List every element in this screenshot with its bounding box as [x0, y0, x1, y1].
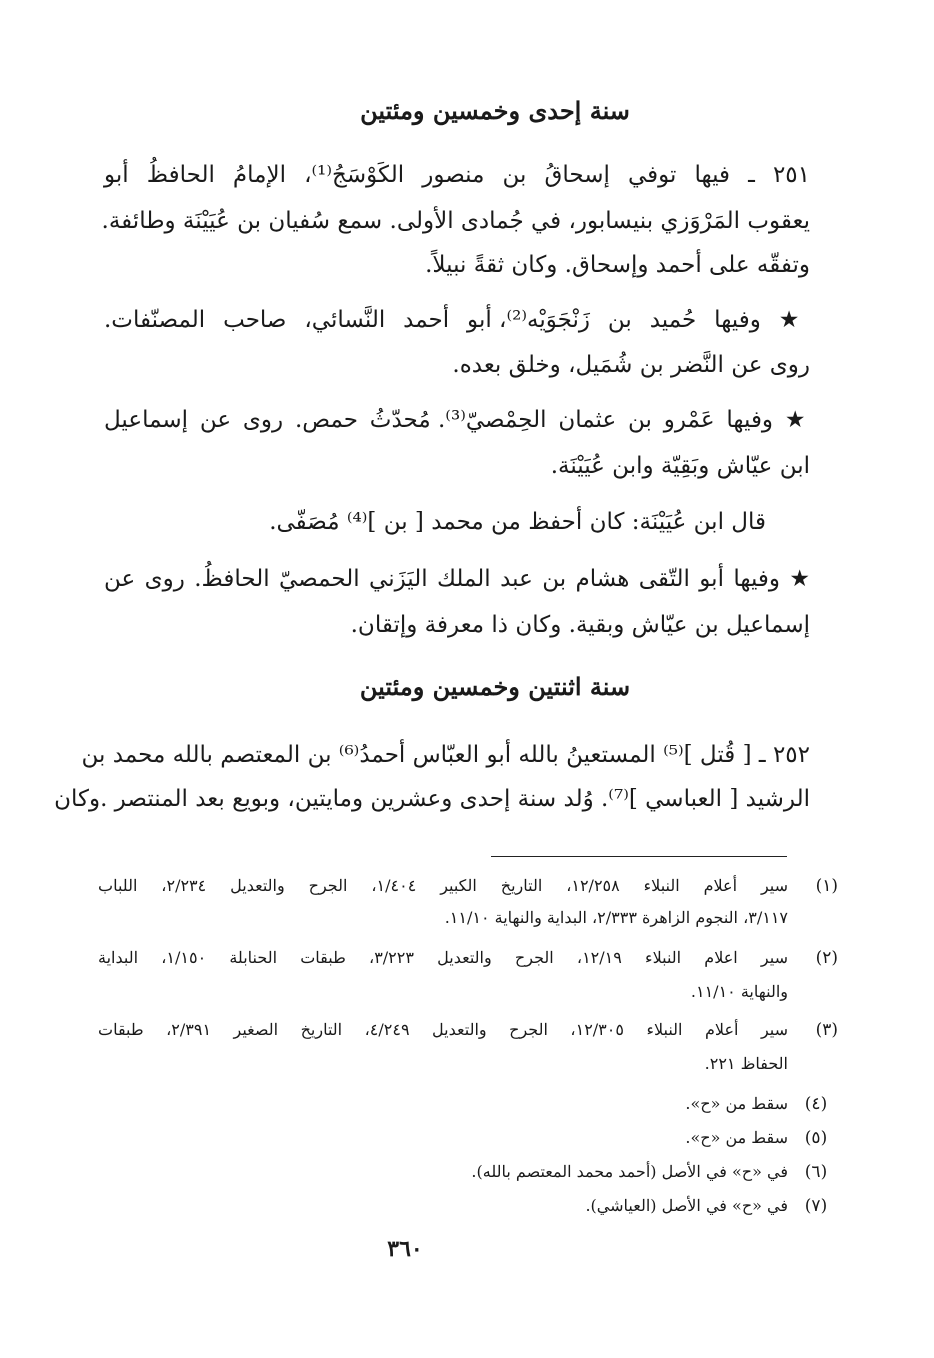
entry-humaid-line-1: ★ وفيها حُميد بن زَنْجَوَيْه⁽²⁾، أبو أحمد النَّسائي، صاحب المصنّفات. [104, 307, 810, 333]
footnote-2-text: سير اعلام النبلاء ١٢/١٩، الجرح والتعديل ٣/٢٢٣، طبقات الحنابلة ١/١٥٠، البداية [98, 948, 788, 967]
footnote-3-line-1 [98, 1018, 838, 1042]
entry-252-line-2: الرشيد [ العباسي ]⁽⁷⁾. وُلد سنة إحدى وعشرين ومايتين، وبويع بعد المنتصر .وكان [54, 786, 810, 812]
footnote-6-text: في «ح» في الأصل (أحمد محمد المعتصم بالله). [471, 1162, 788, 1181]
footnote-5-text: سقط من «ح». [685, 1128, 788, 1147]
footnote-6 [471, 1160, 828, 1184]
footnote-3-number: (٣) [815, 1020, 838, 1040]
footnote-4-number: (٤) [804, 1094, 828, 1114]
page-number: ٣٦٠ [387, 1236, 423, 1262]
footnote-1-number: (١) [815, 876, 838, 896]
footnote-1-line-1 [98, 874, 838, 898]
entry-hisham-line-1: ★ وفيها أبو التّقى هشام بن عبد الملك اليَزَني الحمصيّ الحافظُ. روى عن [104, 566, 810, 592]
footnote-3-text: سير أعلام النبلاء ١٢/٣٠٥، الجرح والتعديل ٤/٢٤٩، التاريخ الصغير ٢/٣٩١، طبقات [98, 1020, 789, 1039]
footnote-2-line-2: والنهاية ١١/١٠. [690, 982, 788, 1001]
entry-251-line-1: ٢٥١ ـ فيها توفي إسحاقُ بن منصور الكَوْسَجُ⁽¹⁾، الإمامُ الحافظُ أبو [104, 162, 810, 188]
entry-amr-line-2: ابن عيّاش وبَقِيّة وابن عُيَيْنَة. [550, 453, 810, 479]
footnote-2-line-1 [98, 946, 838, 970]
entry-hisham-line-2: إسماعيل بن عيّاش وبقية. وكان ذا معرفة وإتقان. [350, 612, 810, 638]
footnote-separator [491, 856, 787, 857]
entry-251-line-2: يعقوب المَرْوَزي بنيسابور، في جُمادى الأولى. سمع سُفيان بن عُيَيْنَة وطائفة. [101, 208, 810, 234]
footnote-5 [685, 1126, 828, 1150]
footnote-1-line-2: ٣/١١٧، النجوم الزاهرة ٢/٣٣٣، البداية والنهاية ١١/١٠. [444, 908, 788, 927]
footnote-2-number: (٢) [815, 948, 838, 968]
footnote-4-text: سقط من «ح». [685, 1094, 788, 1113]
footnote-1-text: سير أعلام النبلاء ١٢/٢٥٨، التاريخ الكبير ١/٤٠٤، الجرح والتعديل ٢/٢٣٤، اللباب [98, 876, 789, 895]
section-heading-year-252: سنة اثنتين وخمسين ومئتين [359, 672, 631, 701]
footnote-3-line-2: الحفاظ ٢٢١. [704, 1054, 788, 1073]
footnote-5-number: (٥) [804, 1128, 828, 1148]
entry-252-line-1: ٢٥٢ ـ [ قُتل ]⁽⁵⁾ المستعينُ بالله أبو العبّاس أحمدُ⁽⁶⁾ بن المعتصم بالله محمد بن [81, 742, 810, 768]
entry-humaid-line-2: روى عن النَّضر بن شُمَيل، وخلق بعده. [452, 352, 810, 378]
section-heading-year-251: سنة إحدى وخمسين ومئتين [360, 96, 630, 125]
entry-amr-line-1: ★ وفيها عَمْرو بن عثمان الحِمْصيّ⁽³⁾. مُحدّثُ حمص. روى عن إسماعيل [104, 407, 810, 433]
footnote-7-text: في «ح» في الأصل (العياشي). [585, 1196, 788, 1215]
footnote-7 [585, 1194, 828, 1218]
footnote-7-number: (٧) [804, 1196, 828, 1216]
quote-ibn-uyayna: قال ابن عُيَيْنَة: كان أحفظ من محمد [ بن ]⁽⁴⁾ مُصَفّى. [269, 509, 766, 535]
footnote-4 [685, 1092, 828, 1116]
footnote-6-number: (٦) [804, 1162, 828, 1182]
entry-251-line-3: وتفقّه على أحمد وإسحاق. وكان ثقةً نبيلاً. [425, 252, 810, 278]
